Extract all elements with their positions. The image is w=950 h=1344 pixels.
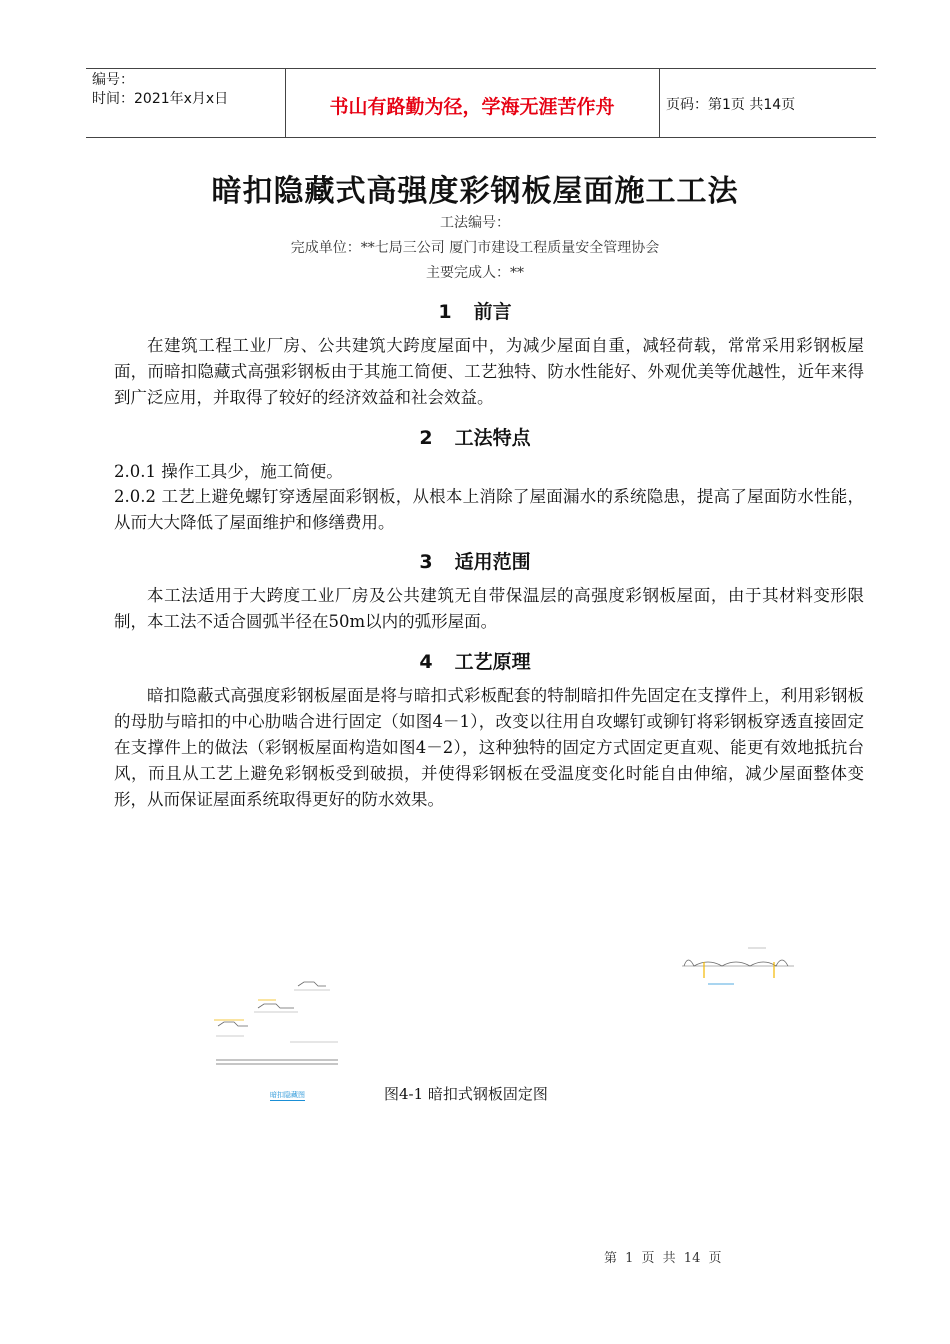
concealed-clip-drawing [214,978,342,1074]
header-divider [659,69,660,137]
section-title: 适用范围 [454,551,531,573]
section-4-body: 暗扣隐蔽式高强度彩钢板屋面是将与暗扣式彩板配套的特制暗扣件先固定在支撑件上，利用彩钢板的母肋与暗扣的中心肋啮合进行固定（如图4－1），改变以往用自攻螺钉或铆钉将彩钢板穿透直接固定在支撑件上的做法（彩钢板屋面构造如图4－2），这种独特的固定方式固定更直观、能更有效地抵抗台风，而且从工艺上避免彩钢板受到破损，并使得彩钢板在受温度变化时能自由伸缩，减少屋面整体变形，从而保证屋面系统取得更好的防水效果。 [114,686,864,809]
section-heading-2 [0,423,950,450]
section-2-item: 2.0.1 操作工具少，施工简便。 [114,462,343,481]
section-title: 工法特点 [454,427,531,449]
header-info [92,71,282,109]
section-number: 3 [419,551,433,573]
main-authors: 主要完成人：** [426,265,524,281]
section-number: 1 [438,301,452,323]
section-heading-1 [0,297,950,324]
section-3-body: 本工法适用于大跨度工业厂房及公共建筑无自带保温层的高强度彩钢板屋面，由于其材料变形限制，本工法不适合圆弧半径在50m以内的弧形屋面。 [114,586,864,631]
figure-caption: 图4-1 暗扣式钢板固定图 [384,1085,548,1103]
time-label: 时间：2021年x月x日 [92,91,229,107]
page-header [86,68,876,138]
section-heading-4 [0,647,950,674]
section-number: 2 [419,427,433,449]
drawing-label: 暗扣隐藏图 [270,1091,305,1099]
method-code: 工法编号： [440,215,510,231]
section-title: 前言 [473,301,512,323]
section-title: 工艺原理 [454,651,531,673]
document-title: 暗扣隐藏式高强度彩钢板屋面施工工法 [211,174,739,209]
page-footer: 第 1 页 共 14 页 [604,1251,722,1266]
section-2-item: 2.0.2 工艺上避免螺钉穿透屋面彩钢板，从根本上消除了屋面漏水的系统隐患，提高了屋面防水性能，从而大大降低了屋面维护和修缮费用。 [114,487,864,532]
number-label: 编号： [92,72,134,88]
section-number: 4 [419,651,433,673]
completing-units: 完成单位：**七局三公司 厦门市建设工程质量安全管理协会 [290,240,660,256]
header-motto: 书山有路勤为径，学海无涯苦作舟 [329,96,615,118]
header-page-info: 页码：第1页 共14页 [666,97,796,113]
roof-profile-drawing [678,944,798,988]
section-heading-3 [0,547,950,574]
section-1-body: 在建筑工程工业厂房、公共建筑大跨度屋面中，为减少屋面自重，减轻荷载，常常采用彩钢板屋面，而暗扣隐藏式高强彩钢板由于其施工简便、工艺独特、防水性能好、外观优美等优越性，近年来得到广泛应用，并取得了较好的经济效益和社会效益。 [114,336,864,407]
